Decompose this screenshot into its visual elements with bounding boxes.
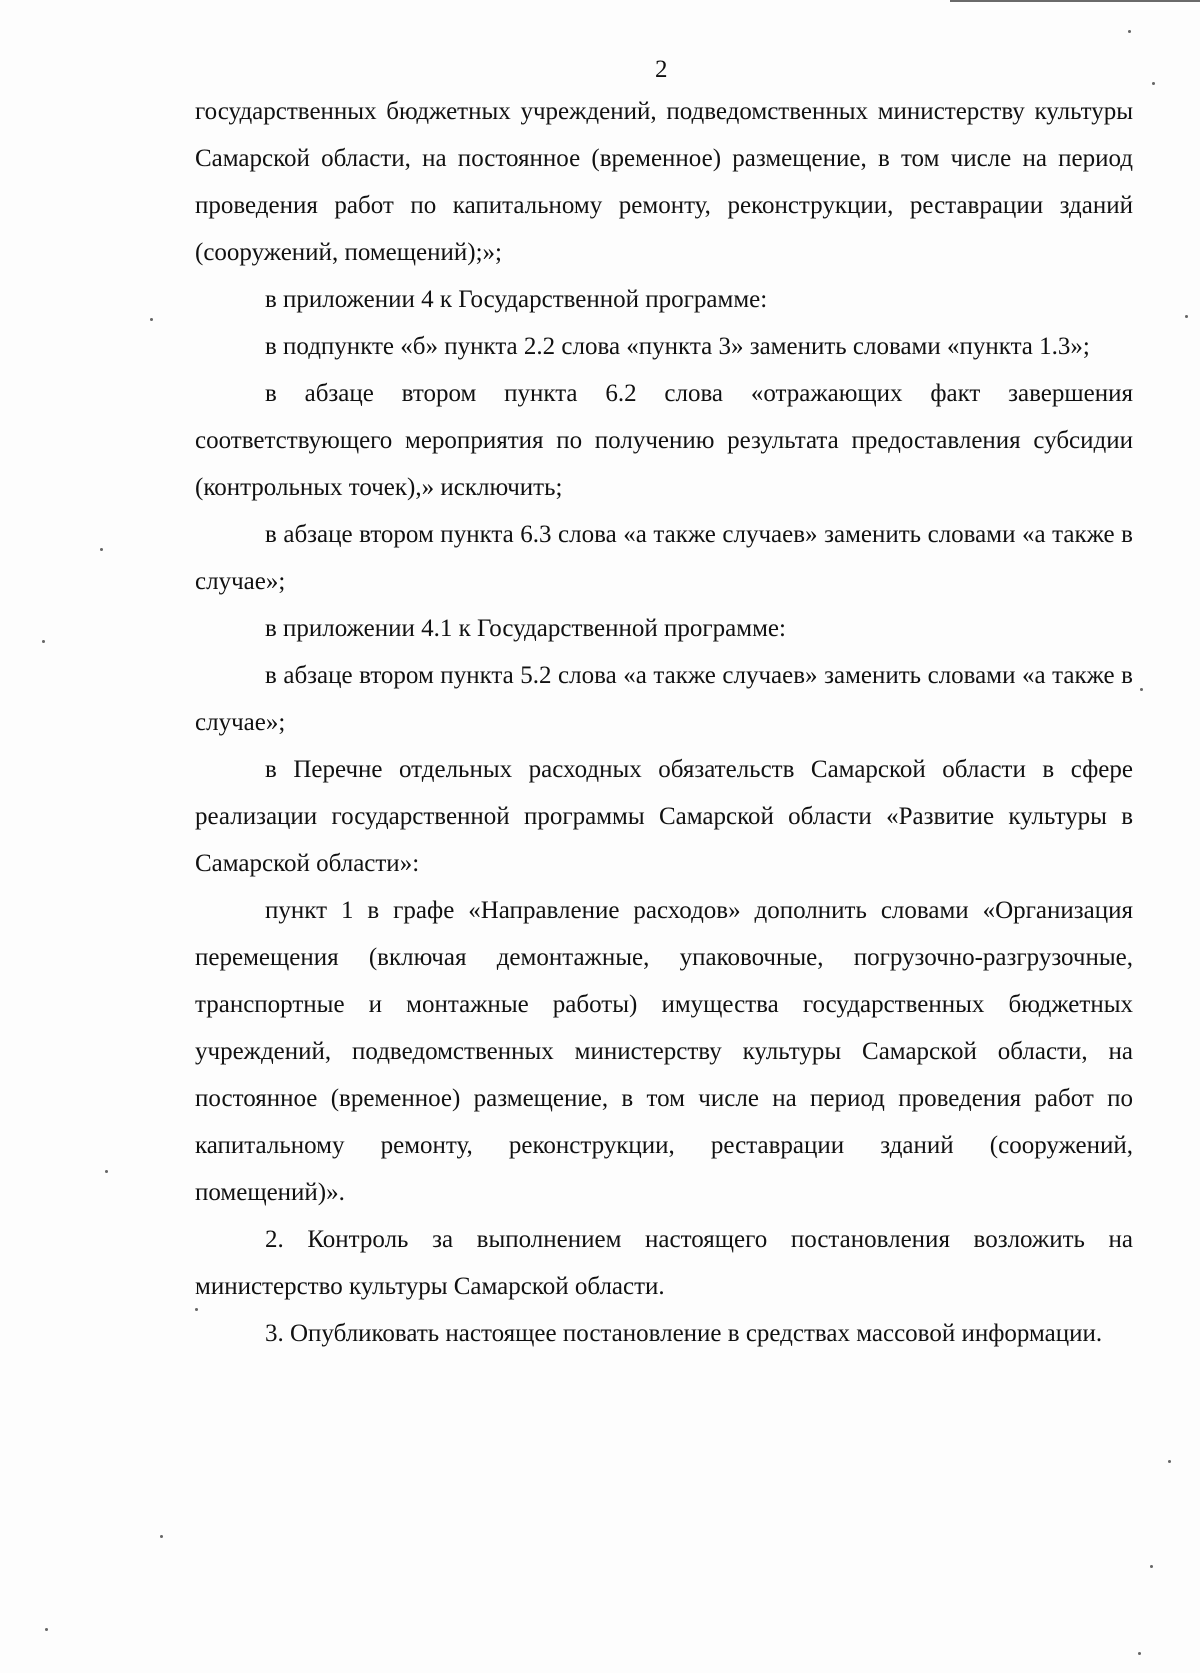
paragraph-expenditure-list: в Перечне отдельных расходных обязательств Самарской области в сфере реализации государственной программы Самарской области «Развитие культуры в Самарской области»: [195,756,1133,877]
scan-speck [1185,315,1188,318]
paragraph-point-6-2: в абзаце втором пункта 6.2 слова «отражающих факт завершения соответствующего мероприятия по получению результата предоставления субсидии (контрольных точек),» исключить; [195,380,1133,501]
scan-speck [1150,1565,1153,1568]
paragraph-publish: 3. Опубликовать настоящее постановление в средствах массовой информации. [265,1320,1103,1347]
scan-speck [150,318,153,321]
scan-speck [105,1170,108,1173]
paragraph-point-5-2: в абзаце втором пункта 5.2 слова «а также случаев» заменить словами «а также в случае»; [195,662,1133,736]
paragraph-appendix-4-1: в приложении 4.1 к Государственной программе: [265,615,786,642]
scan-speck [1128,30,1131,33]
scan-speck [45,1628,48,1631]
scan-speck [195,1308,198,1311]
scan-speck [1168,1460,1171,1463]
paragraph-continuation: государственных бюджетных учреждений, подведомственных министерству культуры Самарской области, на постоянное (временное) размещение, в том числе на период проведения работ по капитальному ремонту, реконструкции, реставрации зданий (сооружений, помещений);»; [195,98,1133,266]
paragraph-control: 2. Контроль за выполнением настоящего постановления возложить на министерство культуры Самарской области. [195,1226,1133,1300]
scan-speck [1140,688,1143,691]
page-number: 2 [655,56,668,83]
scan-speck [42,640,45,643]
document-body [195,88,1133,1357]
scan-speck [100,548,103,551]
scan-speck [1152,82,1155,85]
paragraph-appendix-4: в приложении 4 к Государственной программе: [265,286,768,313]
scan-speck [160,1535,163,1538]
paragraph-point-6-3: в абзаце втором пункта 6.3 слова «а также случаев» заменить словами «а также в случае»; [195,521,1133,595]
paragraph-subpoint-b: в подпункте «б» пункта 2.2 слова «пункта 3» заменить словами «пункта 1.3»; [265,333,1090,360]
paragraph-point-1-direction: пункт 1 в графе «Направление расходов» дополнить словами «Организация перемещения (включая демонтажные, упаковочные, погрузочно-разгрузочные, транспортные и монтажные работы) имущества государственных бюджетных учреждений, подведомственных министерству культуры Самарской области, на постоянное (временное) размещение, в том числе на период проведения работ по капитальному ремонту, реконструкции, реставрации зданий (сооружений, помещений)». [195,897,1133,1206]
scan-border-line [950,0,1200,2]
scan-speck [1138,1652,1141,1655]
